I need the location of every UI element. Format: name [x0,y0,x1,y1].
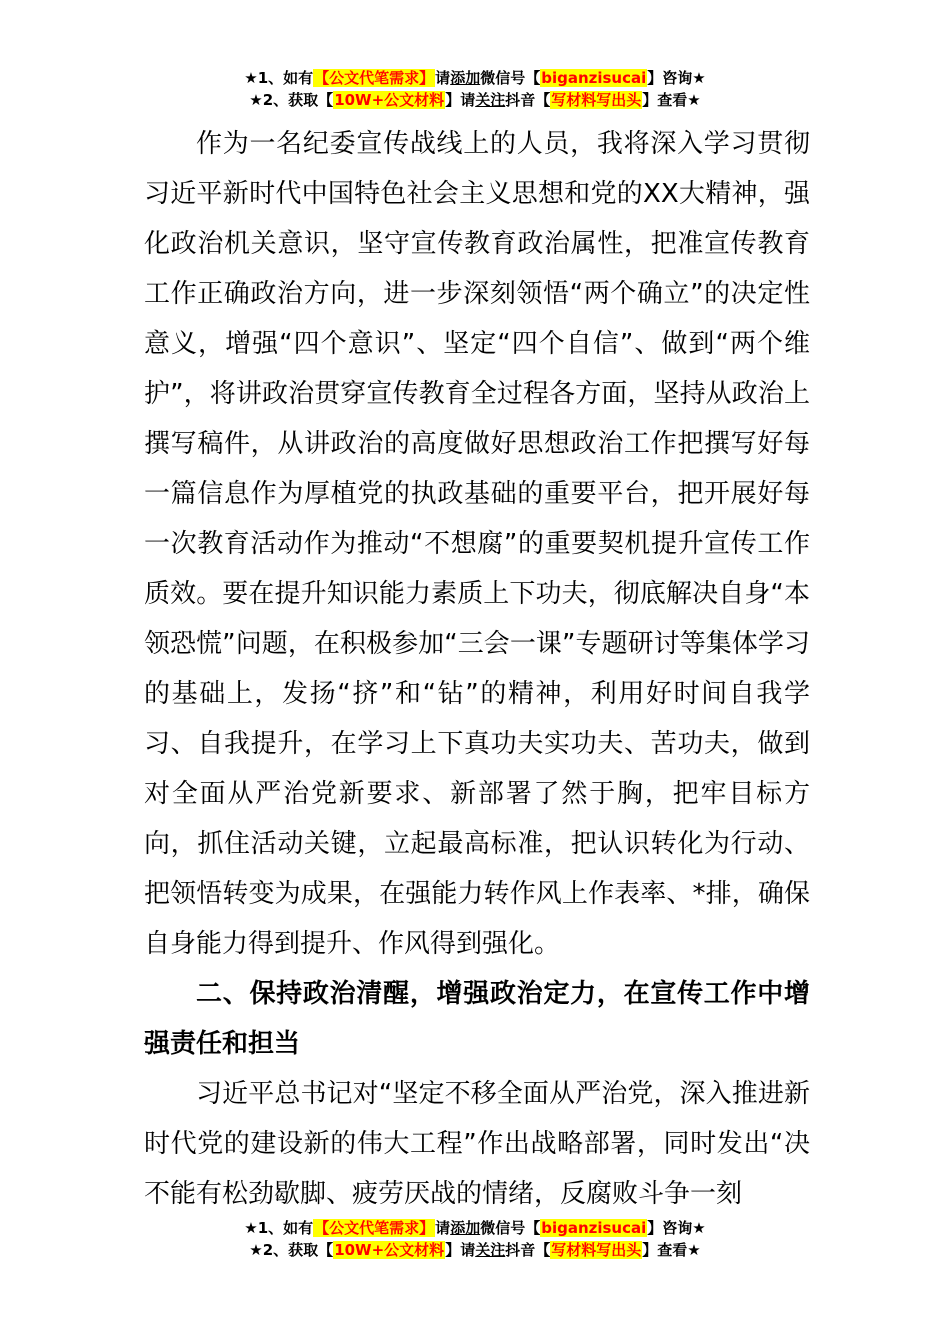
banner-text: 】请 [445,91,476,109]
highlight-wechat-id: biganzisucai [541,69,647,87]
highlight-wechat-id: biganzisucai [541,1219,647,1237]
banner-text: 】查看★ [642,1241,701,1259]
highlight-service: 【公文代笔需求】 [314,1219,435,1237]
banner-line-2 [0,1239,950,1261]
banner-text: 】咨询★ [647,69,706,87]
banner-line-2 [0,89,950,111]
highlight-douyin-account: 写材料写出头 [551,1241,642,1259]
body-paragraph: 作为一名纪委宣传战线上的人员，我将深入学习贯彻习近平新时代中国特色社会主义思想和党的XX大精神，强化政治机关意识，坚守宣传教育政治属性，把准宣传教育工作正确政治方向，进一步深刻领悟“两个确立”的决定性意义，增强“四个意识”、坚定“四个自信”、做到“两个维护”，将讲政治贯穿宣传教育全过程各方面，坚持从政治上撰写稿件，从讲政治的高度做好思想政治工作把撰写好每一篇信息作为厚植党的执政基础的重要平台，把开展好每一次教育活动作为推动“不想腐”的重要契机提升宣传工作质效。要在提升知识能力素质上下功夫，彻底解决自身“本领恐慌”问题，在积极参加“三会一课”专题研讨等集体学习的基础上，发扬“挤”和“钻”的精神，利用好时间自我学习、自我提升，在学习上下真功夫实功夫、苦功夫，做到对全面从严治党新要求、新部署了然于胸，把牢目标方向，抓住活动关键，立起最高标准，把认识转化为行动、把领悟转变为成果，在强能力转作风上作表率、*排，确保自身能力得到提升、作风得到强化。 [144,129,810,959]
banner-text: ★1、如有 [244,69,314,87]
banner-emphasis: 关注 [475,1241,506,1259]
banner-emphasis: 添加 [450,69,481,87]
highlight-materials: 10W+公文材料 [334,1241,445,1259]
banner-text: 抖音【 [505,91,551,109]
banner-text: 】请 [445,1241,476,1259]
header-banner [0,67,950,111]
banner-text: 微信号【 [480,1219,541,1237]
banner-text: ★2、获取【 [249,1241,334,1259]
document-body [144,119,810,1219]
banner-text: 】咨询★ [647,1219,706,1237]
banner-text: 请 [435,69,451,87]
highlight-douyin-account: 写材料写出头 [551,91,642,109]
highlight-service: 【公文代笔需求】 [314,69,435,87]
banner-text: 】查看★ [642,91,701,109]
body-paragraph: 习近平总书记对“坚定不移全面从严治党，深入推进新时代党的建设新的伟大工程”作出战略部署，同时发出“决不能有松劲歇脚、疲劳厌战的情绪，反腐败斗争一刻 [144,1079,810,1209]
banner-text: ★2、获取【 [249,91,334,109]
banner-line-1 [0,1217,950,1239]
banner-emphasis: 添加 [450,1219,481,1237]
banner-text: 微信号【 [480,69,541,87]
footer-banner [0,1217,950,1261]
banner-text: ★1、如有 [244,1219,314,1237]
section-heading: 二、保持政治清醒，增强政治定力，在宣传工作中增强责任和担当 [144,979,810,1059]
banner-text: 抖音【 [505,1241,551,1259]
banner-text: 请 [435,1219,451,1237]
highlight-materials: 10W+公文材料 [334,91,445,109]
banner-line-1 [0,67,950,89]
banner-emphasis: 关注 [475,91,506,109]
